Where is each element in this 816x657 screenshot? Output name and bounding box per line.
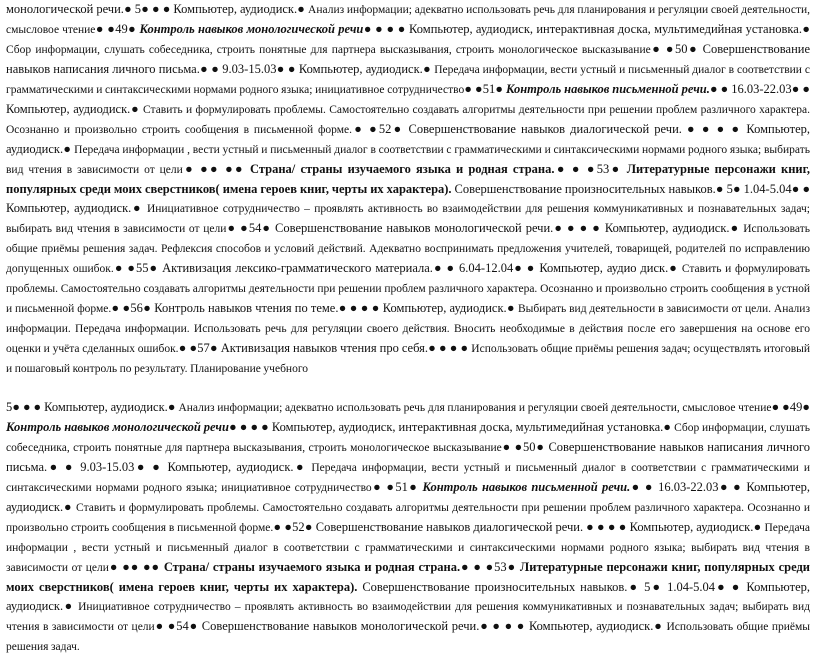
small-text-run: Анализ информации; адекватно использовать речь для планирования и регуляции своей деятельности, смысловое чтение	[6, 4, 810, 36]
small-text-run: Передача информации, вести устный и письменный диалог в соответствии с грамматическими и синтаксическими нормами родного языка; инициативное сотрудничество	[6, 462, 810, 494]
text-run: Совершенствование произносительных навыков.● 5● 1.04-5.04● ● Компьютер, аудиодиск.●	[6, 182, 810, 215]
text-run: ● ●51●	[371, 480, 423, 494]
small-text-run: Сбор информации, слушать собеседника, строить понятные для партнера высказывания, строить монологическое высказывание	[6, 44, 651, 56]
bold-italic-text-run: Контроль навыков монологической речи	[139, 22, 364, 36]
small-text-run: Анализ информации; адекватно использовать речь для планирования и регуляции своей деятельности, смысловое чтение	[178, 402, 772, 414]
small-text-run: Инициативное сотрудничество – проявлять активность во взаимодействии для решения коммуникативных и познавательных задач; выбирать вид чтения в зависимости от цели	[6, 601, 810, 633]
text-run: ● ●49●	[771, 400, 810, 414]
small-text-run: Инициативное сотрудничество – проявлять активность во взаимодействии для решения коммуникативных и познавательных задач; выбирать вид чтения в зависимости от цели	[6, 203, 810, 235]
text-run: ● ●57● Активизация навыков чтения про себя.● ● ● ●	[178, 341, 472, 355]
text-run: ● ●49●	[95, 22, 140, 36]
text-run: ● ●55● Активизация лексико-грамматического материала.● ● 6.04-12.04● ● Компьютер, аудио диск.●	[113, 261, 682, 275]
small-text-run: Ставить и формулировать проблемы. Самостоятельно создавать алгоритмы деятельности при решении проблем различного характера. Осознанно и произвольно строить сообщения в письменной форме.	[6, 104, 810, 136]
bold-text-run: Литературные персонажи книг, популярных среди моих сверстников( имена героев книг, черты их характера).	[6, 560, 810, 594]
small-text-run: Передача информации , вести устный и письменный диалог в соответствии с грамматическими и синтаксическими нормами родного языка; выбирать вид чтения в зависимости от цели	[6, 144, 810, 176]
text-run: ● ●50● Совершенствование навыков написания личного письма.● ● 9.03-15.03● ● Компьютер, аудиодиск.●	[6, 440, 810, 474]
text-run: ● ● ●53●	[460, 560, 520, 574]
small-text-run: Использовать общие приёмы решения задач. Рефлексия способов и условий действий. Адекватно воспринимать предложения учителей, товарищей, родителей по исправлению допущенных ошибок.	[6, 223, 810, 275]
small-text-run: Выбирать вид деятельности в зависимости от цели. Анализ информации. Передача информации. Использовать речь для регуляции своего действия. Вносить необходимые в действия после его завершения на основе его оценки и учёта сделанных ошибок.	[6, 303, 810, 355]
bold-text-run: Литературные персонажи книг, популярных среди моих сверстников( имена героев книг, черты их характера).	[6, 162, 810, 196]
paragraph	[6, 0, 810, 379]
text-run: ● ●● ●●	[108, 560, 164, 574]
text-run: 5● ● ● Компьютер, аудиодиск.●	[6, 400, 179, 414]
small-text-run: Сбор информации, слушать собеседника, строить понятные для партнера высказывания, строить монологическое высказывание	[6, 422, 810, 454]
text-run: ● ●54● Совершенствование навыков монологической речи.● ● ● ● Компьютер, аудиодиск.●	[154, 619, 667, 633]
small-text-run: Ставить и формулировать проблемы. Самостоятельно создавать алгоритмы деятельности при решении проблем различного характера. Осознанно и произвольно строить сообщения в письменной форме.	[6, 502, 810, 534]
text-run: ● ● 16.03-22.03● ● Компьютер, аудиодиск.●	[6, 480, 810, 514]
small-text-run: Передача информации, вести устный и письменный диалог в соответствии с грамматическими и синтаксическими нормами родного языка; инициативное сотрудничество	[6, 64, 810, 96]
text-run: ● ●50● Совершенствование навыков написания личного письма.● ● 9.03-15.03● ● Компьютер, аудиодиск.●	[6, 42, 810, 76]
small-text-run: Использовать общие приёмы решения задач; осуществлять итоговый и пошаговый контроль по результату. Планирование учебного	[6, 343, 811, 375]
small-text-run: Передача информации , вести устный и письменный диалог в соответствии с грамматическими и синтаксическими нормами родного языка; выбирать вид чтения в зависимости от цели	[6, 522, 810, 574]
text-run: ● ●56● Контроль навыков чтения по теме.● ● ● ● Компьютер, аудиодиск.●	[111, 301, 518, 315]
small-text-run: Ставить и формулировать проблемы. Самостоятельно создавать алгоритмы деятельности при решении проблем различного характера. Осознанно и произвольно строить сообщения в устной и письменной форме.	[6, 263, 810, 315]
text-run: ● ● ● ● Компьютер, аудиодиск, интерактивная доска, мультимедийная установка.●	[363, 22, 810, 36]
text-run: ● ●54● Совершенствование навыков монологической речи.● ● ● ● Компьютер, аудиодиск.●	[226, 221, 744, 235]
bold-text-run: Страна/ страны изучаемого языка и родная страна.	[163, 560, 461, 574]
text-run: ● ● ● ● Компьютер, аудиодиск, интерактивная доска, мультимедийная установка.●	[228, 420, 675, 434]
bold-text-run: Страна/ страны изучаемого языка и родная страна.	[250, 162, 555, 176]
text-run: ● ●52● Совершенствование навыков диалогической речи. ● ● ● ● Компьютер, аудиодиск.●	[6, 122, 810, 156]
paragraph	[6, 398, 810, 657]
text-run: ● ●51●	[464, 82, 506, 96]
text-run: Совершенствование произносительных навыков.● 5● 1.04-5.04● ● Компьютер, аудиодиск.●	[6, 580, 810, 613]
bold-italic-text-run: Контроль навыков письменной речи.	[422, 480, 631, 494]
bold-italic-text-run: Контроль навыков письменной речи.	[505, 82, 710, 96]
text-run: ● ●● ●●	[182, 162, 250, 176]
text-run: ● ●52● Совершенствование навыков диалогической речи. ● ● ● ● Компьютер, аудиодиск.●	[273, 520, 765, 534]
text-run: ● ● 16.03-22.03● ● Компьютер, аудиодиск.●	[6, 82, 810, 116]
text-run: ● ● ●53●	[554, 162, 627, 176]
bold-italic-text-run: Контроль навыков монологической речи	[6, 420, 229, 434]
small-text-run: Использовать общие приёмы решения задач.	[6, 621, 810, 653]
text-run: монологической речи.● 5● ● ● Компьютер, аудиодиск.●	[6, 2, 309, 16]
